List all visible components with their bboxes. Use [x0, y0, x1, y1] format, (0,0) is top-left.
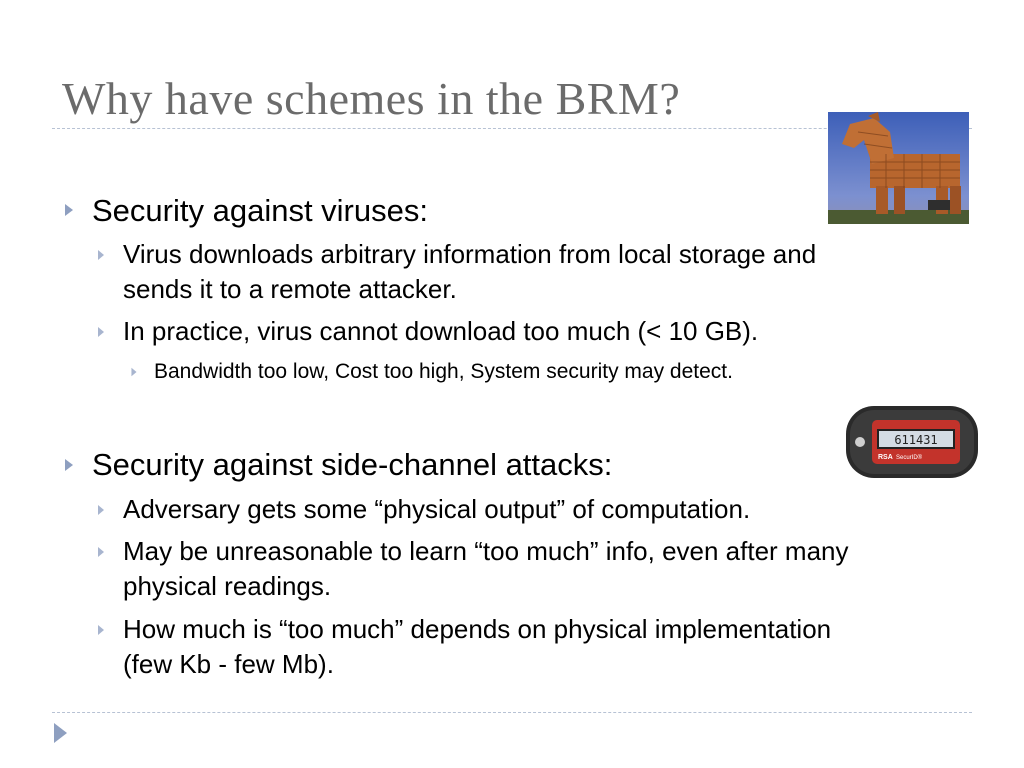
bullet-icon — [98, 625, 104, 635]
trojan-horse-image — [828, 112, 969, 224]
bullet-text: How much is “too much” depends on physical implementation — [123, 614, 832, 644]
rsa-token-image — [844, 402, 980, 482]
bullet-icon — [131, 368, 136, 377]
bullet-text: May be unreasonable to learn “too much” info, even after many — [123, 536, 849, 566]
sub-bullet-text: Bandwidth too low, Cost too high, System security may detect. — [154, 360, 733, 383]
token-brand: RSA — [878, 454, 893, 461]
bullet-text-continued: physical readings. — [123, 571, 332, 601]
bullet-icon — [98, 250, 104, 260]
section-heading: Security against viruses: — [92, 193, 428, 228]
bullet-icon — [98, 505, 104, 515]
bullet-text-continued: sends it to a remote attacker. — [123, 274, 457, 304]
bullet-icon — [98, 547, 104, 557]
next-slide-arrow-icon[interactable] — [54, 723, 67, 743]
token-display: 611431 — [894, 433, 938, 447]
footer-divider — [52, 712, 972, 713]
bullet-icon — [65, 204, 73, 216]
bullet-text: In practice, virus cannot download too much (< 10 GB). — [123, 316, 759, 346]
bullet-text-continued: (few Kb - few Mb). — [123, 649, 334, 679]
slide-title: Why have schemes in the BRM? — [62, 73, 681, 124]
bullet-icon — [65, 459, 73, 471]
section-heading: Security against side-channel attacks: — [92, 447, 613, 482]
bullet-icon — [98, 327, 104, 337]
bullet-text: Adversary gets some “physical output” of computation. — [123, 494, 751, 524]
token-product: SecurID® — [896, 455, 923, 461]
bullet-text: Virus downloads arbitrary information from local storage and — [123, 239, 817, 269]
